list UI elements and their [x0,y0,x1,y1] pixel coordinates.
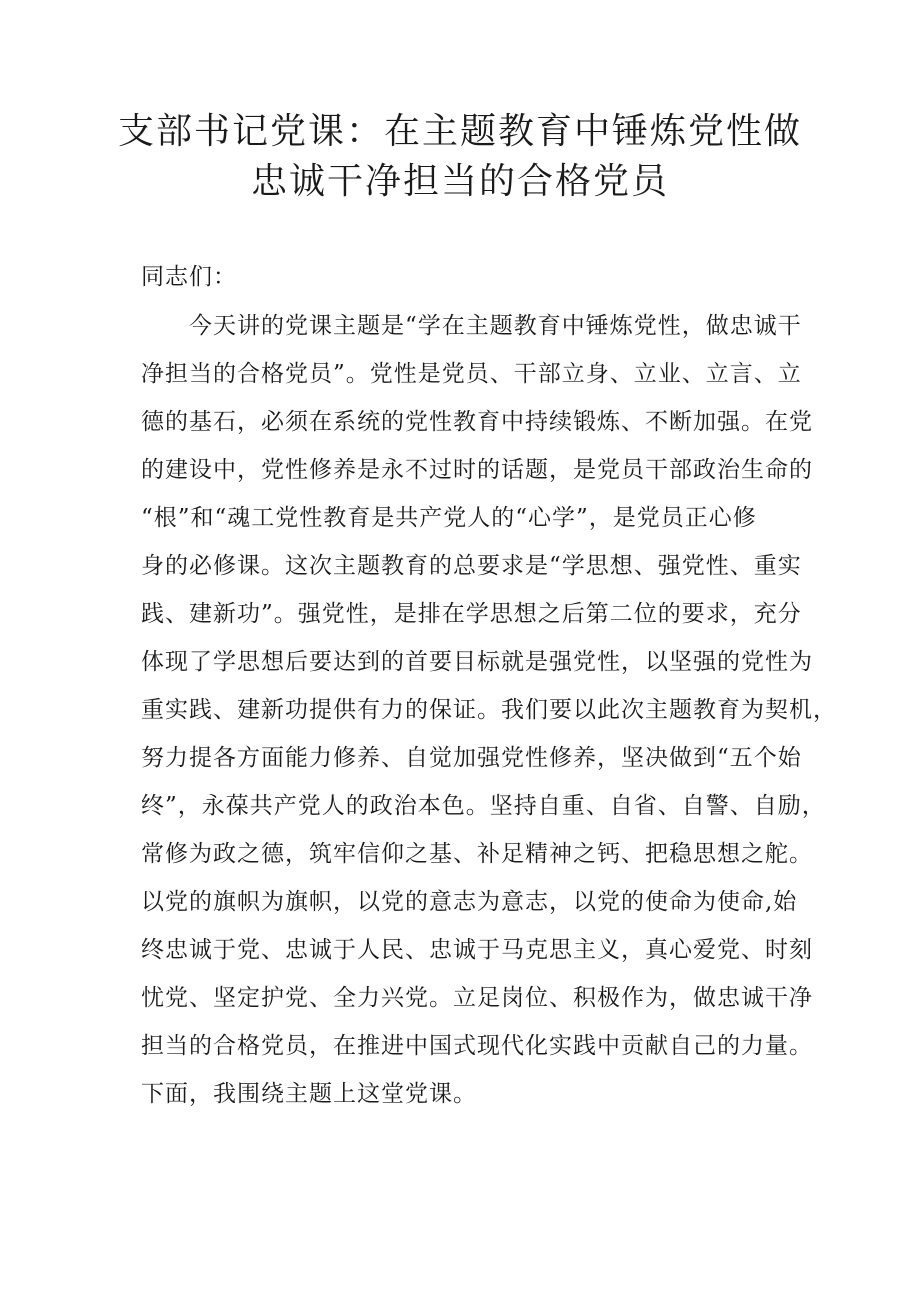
body-line: 的建设中，党性修养是永不过时的话题，是党员干部政治生命的 [141,457,813,483]
title-line-2: 忠诚干净担当的合格党员 [250,161,669,202]
body-line: 今天讲的党课主题是“学在主题教育中锤炼党性，做忠诚干 [141,313,802,339]
body-line: 践、建新功”。强党性，是排在学思想之后第二位的要求，充分 [141,601,802,627]
body-line: 担当的合格党员，在推进中国式现代化实践中贡献自己的力量。 [141,1033,813,1059]
title-line-1: 支部书记党课：在主题教育中锤炼党性做 [117,111,802,152]
body-line: 终忠诚于党、忠诚于人民、忠诚于马克思主义，真心爱党、时刻 [141,937,813,963]
body-line: 体现了学思想后要达到的首要目标就是强党性，以坚强的党性为 [141,649,813,675]
body-line: 下面，我围绕主题上这堂党课。 [141,1081,477,1107]
body-line: 努力提各方面能力修养、自觉加强党性修养，坚决做到“五个始 [141,745,802,771]
body-line: 德的基石，必须在系统的党性教育中持续锻炼、不断加强。在党 [141,409,813,435]
body-line: 忧党、坚定护党、全力兴党。立足岗位、积极作为，做忠诚干净 [141,985,813,1011]
body-line: 以党的旗帜为旗帜，以党的意志为意志，以党的使命为使命,始 [141,889,798,915]
salutation: 同志们： [141,264,237,290]
body-line: “根”和“魂工党性教育是共产党人的“心学”，是党员正心修 [141,505,757,531]
body-line: 终”，永葆共产党人的政治本色。坚持自重、自省、自警、自励， [141,793,826,819]
body-line: 身的必修课。这次主题教育的总要求是“学思想、强党性、重实 [141,553,802,579]
body-line: 重实践、建新功提供有力的保证。我们要以此次主题教育为契机， [141,697,837,723]
body-line: 常修为政之德，筑牢信仰之基、补足精神之钙、把稳思想之舵。 [141,841,813,867]
body-line: 净担当的合格党员”。党性是党员、干部立身、立业、立言、立 [141,361,802,387]
